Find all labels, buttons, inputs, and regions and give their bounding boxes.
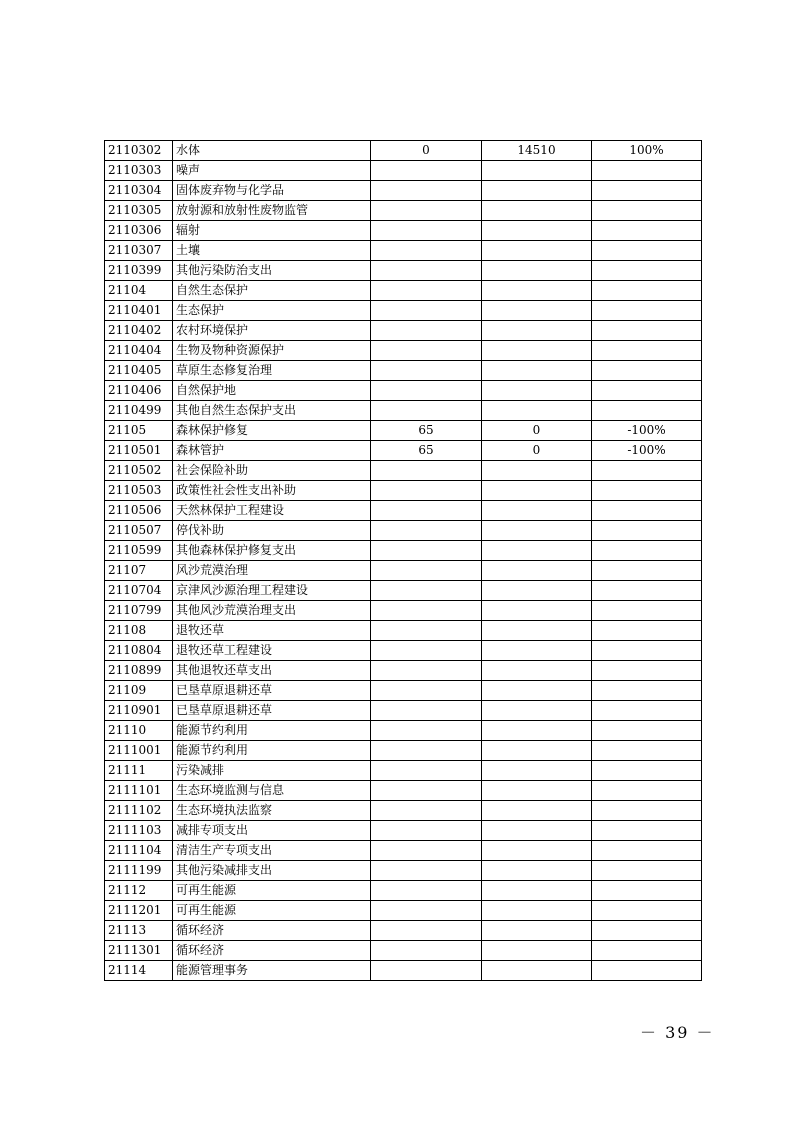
cell-name: 可再生能源 — [173, 901, 371, 921]
cell-value-3 — [592, 881, 702, 901]
cell-code: 21112 — [105, 881, 173, 901]
cell-value-3 — [592, 381, 702, 401]
table-row — [105, 561, 702, 581]
cell-value-2 — [482, 621, 592, 641]
table-row — [105, 241, 702, 261]
table-row — [105, 141, 702, 161]
table-row — [105, 661, 702, 681]
cell-value-3 — [592, 501, 702, 521]
cell-value-1 — [371, 341, 482, 361]
cell-name: 可再生能源 — [173, 881, 371, 901]
cell-value-3 — [592, 901, 702, 921]
cell-value-1 — [371, 521, 482, 541]
cell-value-1 — [371, 941, 482, 961]
cell-value-3 — [592, 321, 702, 341]
cell-value-2: 14510 — [482, 141, 592, 161]
cell-value-1 — [371, 361, 482, 381]
cell-value-1 — [371, 561, 482, 581]
table-row — [105, 421, 702, 441]
cell-code: 2110804 — [105, 641, 173, 661]
table-row — [105, 181, 702, 201]
cell-code: 2110404 — [105, 341, 173, 361]
table-row — [105, 721, 702, 741]
table-row — [105, 701, 702, 721]
table-row — [105, 301, 702, 321]
cell-value-2 — [482, 201, 592, 221]
table-row — [105, 821, 702, 841]
cell-value-2 — [482, 601, 592, 621]
table-row — [105, 441, 702, 461]
table-row — [105, 381, 702, 401]
cell-value-1 — [371, 301, 482, 321]
table-row — [105, 621, 702, 641]
cell-code: 2111102 — [105, 801, 173, 821]
cell-value-3 — [592, 821, 702, 841]
cell-value-3: -100% — [592, 441, 702, 461]
table-row — [105, 861, 702, 881]
table-row — [105, 541, 702, 561]
cell-value-1 — [371, 921, 482, 941]
cell-value-1 — [371, 901, 482, 921]
cell-value-3 — [592, 861, 702, 881]
cell-code: 21110 — [105, 721, 173, 741]
cell-value-1 — [371, 401, 482, 421]
cell-value-1 — [371, 501, 482, 521]
cell-code: 2110599 — [105, 541, 173, 561]
cell-code: 2110899 — [105, 661, 173, 681]
cell-value-3 — [592, 721, 702, 741]
table-row — [105, 781, 702, 801]
cell-name: 水体 — [173, 141, 371, 161]
cell-name: 停伐补助 — [173, 521, 371, 541]
cell-value-1 — [371, 481, 482, 501]
cell-code: 2110799 — [105, 601, 173, 621]
table-row — [105, 941, 702, 961]
cell-value-3 — [592, 801, 702, 821]
cell-value-2 — [482, 581, 592, 601]
cell-code: 2110901 — [105, 701, 173, 721]
table-row — [105, 581, 702, 601]
cell-value-2 — [482, 861, 592, 881]
cell-code: 2111103 — [105, 821, 173, 841]
cell-value-2 — [482, 701, 592, 721]
budget-table-body — [105, 141, 702, 981]
cell-value-2 — [482, 781, 592, 801]
cell-code: 2111104 — [105, 841, 173, 861]
cell-value-1 — [371, 201, 482, 221]
cell-name: 其他退牧还草支出 — [173, 661, 371, 681]
cell-value-3 — [592, 281, 702, 301]
cell-code: 21104 — [105, 281, 173, 301]
cell-value-2 — [482, 881, 592, 901]
cell-value-3 — [592, 221, 702, 241]
cell-value-3 — [592, 201, 702, 221]
cell-value-2 — [482, 761, 592, 781]
cell-value-2 — [482, 661, 592, 681]
cell-value-1 — [371, 721, 482, 741]
cell-name: 草原生态修复治理 — [173, 361, 371, 381]
cell-value-3 — [592, 181, 702, 201]
table-row — [105, 801, 702, 821]
cell-name: 辐射 — [173, 221, 371, 241]
cell-code: 21107 — [105, 561, 173, 581]
cell-value-3 — [592, 961, 702, 981]
cell-value-3 — [592, 241, 702, 261]
cell-name: 其他污染防治支出 — [173, 261, 371, 281]
cell-code: 2110402 — [105, 321, 173, 341]
cell-value-2 — [482, 341, 592, 361]
budget-table — [104, 140, 702, 981]
table-row — [105, 881, 702, 901]
cell-value-2: 0 — [482, 421, 592, 441]
cell-code: 2110506 — [105, 501, 173, 521]
cell-name: 减排专项支出 — [173, 821, 371, 841]
cell-value-1 — [371, 881, 482, 901]
cell-value-2 — [482, 501, 592, 521]
table-row — [105, 161, 702, 181]
cell-value-2 — [482, 741, 592, 761]
table-row — [105, 761, 702, 781]
cell-value-3 — [592, 361, 702, 381]
cell-value-2 — [482, 321, 592, 341]
cell-name: 生态环境执法监察 — [173, 801, 371, 821]
cell-code: 2111301 — [105, 941, 173, 961]
table-row — [105, 841, 702, 861]
cell-value-3 — [592, 401, 702, 421]
cell-value-2 — [482, 461, 592, 481]
cell-value-1 — [371, 641, 482, 661]
cell-code: 2110405 — [105, 361, 173, 381]
cell-value-1: 65 — [371, 421, 482, 441]
table-row — [105, 921, 702, 941]
cell-name: 清洁生产专项支出 — [173, 841, 371, 861]
cell-name: 固体废弃物与化学品 — [173, 181, 371, 201]
cell-value-3 — [592, 761, 702, 781]
cell-value-2 — [482, 221, 592, 241]
cell-value-2 — [482, 961, 592, 981]
cell-name: 能源管理事务 — [173, 961, 371, 981]
cell-code: 2110501 — [105, 441, 173, 461]
cell-name: 能源节约利用 — [173, 721, 371, 741]
cell-value-2 — [482, 281, 592, 301]
cell-name: 生态保护 — [173, 301, 371, 321]
cell-name: 政策性社会性支出补助 — [173, 481, 371, 501]
cell-name: 森林管护 — [173, 441, 371, 461]
cell-code: 2111199 — [105, 861, 173, 881]
cell-value-1 — [371, 461, 482, 481]
cell-value-2 — [482, 641, 592, 661]
cell-value-3 — [592, 341, 702, 361]
cell-name: 其他森林保护修复支出 — [173, 541, 371, 561]
cell-value-1 — [371, 661, 482, 681]
cell-value-1 — [371, 961, 482, 981]
cell-code: 2110304 — [105, 181, 173, 201]
cell-value-3 — [592, 701, 702, 721]
cell-code: 2110305 — [105, 201, 173, 221]
cell-name: 森林保护修复 — [173, 421, 371, 441]
cell-code: 2110303 — [105, 161, 173, 181]
table-row — [105, 501, 702, 521]
cell-value-3 — [592, 781, 702, 801]
cell-value-1 — [371, 241, 482, 261]
cell-name: 其他自然生态保护支出 — [173, 401, 371, 421]
cell-code: 2111101 — [105, 781, 173, 801]
cell-value-1 — [371, 161, 482, 181]
cell-code: 2110507 — [105, 521, 173, 541]
cell-name: 循环经济 — [173, 921, 371, 941]
cell-value-1 — [371, 581, 482, 601]
cell-name: 污染减排 — [173, 761, 371, 781]
cell-value-3 — [592, 541, 702, 561]
cell-name: 土壤 — [173, 241, 371, 261]
table-row — [105, 741, 702, 761]
cell-value-1 — [371, 801, 482, 821]
cell-value-2 — [482, 181, 592, 201]
cell-name: 噪声 — [173, 161, 371, 181]
cell-value-2 — [482, 381, 592, 401]
cell-code: 2110503 — [105, 481, 173, 501]
cell-value-1 — [371, 381, 482, 401]
cell-name: 生物及物种资源保护 — [173, 341, 371, 361]
cell-name: 生态环境监测与信息 — [173, 781, 371, 801]
cell-value-1 — [371, 601, 482, 621]
table-row — [105, 261, 702, 281]
cell-value-2 — [482, 241, 592, 261]
cell-value-1: 0 — [371, 141, 482, 161]
table-row — [105, 481, 702, 501]
cell-code: 2110399 — [105, 261, 173, 281]
cell-value-3: 100% — [592, 141, 702, 161]
cell-value-3 — [592, 481, 702, 501]
cell-code: 2110704 — [105, 581, 173, 601]
cell-value-2 — [482, 481, 592, 501]
cell-code: 21113 — [105, 921, 173, 941]
cell-code: 2110306 — [105, 221, 173, 241]
cell-value-3 — [592, 561, 702, 581]
cell-value-2: 0 — [482, 441, 592, 461]
cell-value-3 — [592, 661, 702, 681]
cell-value-2 — [482, 561, 592, 581]
cell-code: 2110401 — [105, 301, 173, 321]
cell-name: 农村环境保护 — [173, 321, 371, 341]
cell-value-1 — [371, 781, 482, 801]
cell-code: 21111 — [105, 761, 173, 781]
cell-code: 21109 — [105, 681, 173, 701]
cell-name: 社会保险补助 — [173, 461, 371, 481]
table-row — [105, 201, 702, 221]
cell-code: 2110302 — [105, 141, 173, 161]
table-row — [105, 521, 702, 541]
cell-value-3 — [592, 601, 702, 621]
cell-name: 其他污染减排支出 — [173, 861, 371, 881]
cell-value-2 — [482, 921, 592, 941]
cell-value-1: 65 — [371, 441, 482, 461]
cell-value-2 — [482, 361, 592, 381]
cell-name: 风沙荒漠治理 — [173, 561, 371, 581]
cell-value-1 — [371, 321, 482, 341]
page-number: － 39 － — [640, 1023, 715, 1042]
cell-value-2 — [482, 901, 592, 921]
cell-code: 2110499 — [105, 401, 173, 421]
cell-value-2 — [482, 801, 592, 821]
table-row — [105, 321, 702, 341]
cell-value-1 — [371, 701, 482, 721]
table-row — [105, 601, 702, 621]
cell-name: 已垦草原退耕还草 — [173, 701, 371, 721]
cell-name: 退牧还草 — [173, 621, 371, 641]
cell-value-2 — [482, 941, 592, 961]
cell-value-1 — [371, 741, 482, 761]
cell-value-3 — [592, 581, 702, 601]
cell-code: 2111201 — [105, 901, 173, 921]
cell-value-2 — [482, 401, 592, 421]
table-row — [105, 901, 702, 921]
table-row — [105, 401, 702, 421]
cell-value-3 — [592, 161, 702, 181]
cell-code: 2110307 — [105, 241, 173, 261]
table-row — [105, 281, 702, 301]
cell-value-2 — [482, 301, 592, 321]
cell-value-1 — [371, 761, 482, 781]
cell-name: 京津风沙源治理工程建设 — [173, 581, 371, 601]
cell-value-1 — [371, 821, 482, 841]
cell-code: 2111001 — [105, 741, 173, 761]
cell-value-3: -100% — [592, 421, 702, 441]
cell-value-3 — [592, 261, 702, 281]
cell-value-1 — [371, 261, 482, 281]
cell-value-2 — [482, 681, 592, 701]
cell-value-3 — [592, 741, 702, 761]
cell-value-2 — [482, 821, 592, 841]
cell-value-1 — [371, 181, 482, 201]
cell-value-2 — [482, 161, 592, 181]
cell-value-3 — [592, 941, 702, 961]
cell-name: 自然保护地 — [173, 381, 371, 401]
cell-value-2 — [482, 521, 592, 541]
cell-value-3 — [592, 521, 702, 541]
cell-value-1 — [371, 221, 482, 241]
cell-value-2 — [482, 541, 592, 561]
table-row — [105, 681, 702, 701]
cell-value-2 — [482, 261, 592, 281]
cell-name: 能源节约利用 — [173, 741, 371, 761]
cell-value-3 — [592, 841, 702, 861]
cell-value-1 — [371, 841, 482, 861]
cell-value-1 — [371, 281, 482, 301]
cell-value-3 — [592, 301, 702, 321]
cell-value-3 — [592, 641, 702, 661]
cell-value-1 — [371, 541, 482, 561]
table-row — [105, 641, 702, 661]
cell-value-2 — [482, 721, 592, 741]
cell-value-3 — [592, 921, 702, 941]
table-row — [105, 221, 702, 241]
cell-name: 天然林保护工程建设 — [173, 501, 371, 521]
cell-name: 自然生态保护 — [173, 281, 371, 301]
cell-name: 已垦草原退耕还草 — [173, 681, 371, 701]
cell-code: 21114 — [105, 961, 173, 981]
cell-value-1 — [371, 861, 482, 881]
table-row — [105, 961, 702, 981]
table-row — [105, 341, 702, 361]
cell-value-3 — [592, 621, 702, 641]
cell-name: 放射源和放射性废物监管 — [173, 201, 371, 221]
cell-value-1 — [371, 621, 482, 641]
cell-name: 循环经济 — [173, 941, 371, 961]
cell-value-3 — [592, 681, 702, 701]
cell-code: 21105 — [105, 421, 173, 441]
cell-code: 2110406 — [105, 381, 173, 401]
cell-code: 2110502 — [105, 461, 173, 481]
cell-value-3 — [592, 461, 702, 481]
cell-name: 退牧还草工程建设 — [173, 641, 371, 661]
cell-value-1 — [371, 681, 482, 701]
cell-code: 21108 — [105, 621, 173, 641]
cell-name: 其他风沙荒漠治理支出 — [173, 601, 371, 621]
table-row — [105, 461, 702, 481]
table-row — [105, 361, 702, 381]
cell-value-2 — [482, 841, 592, 861]
